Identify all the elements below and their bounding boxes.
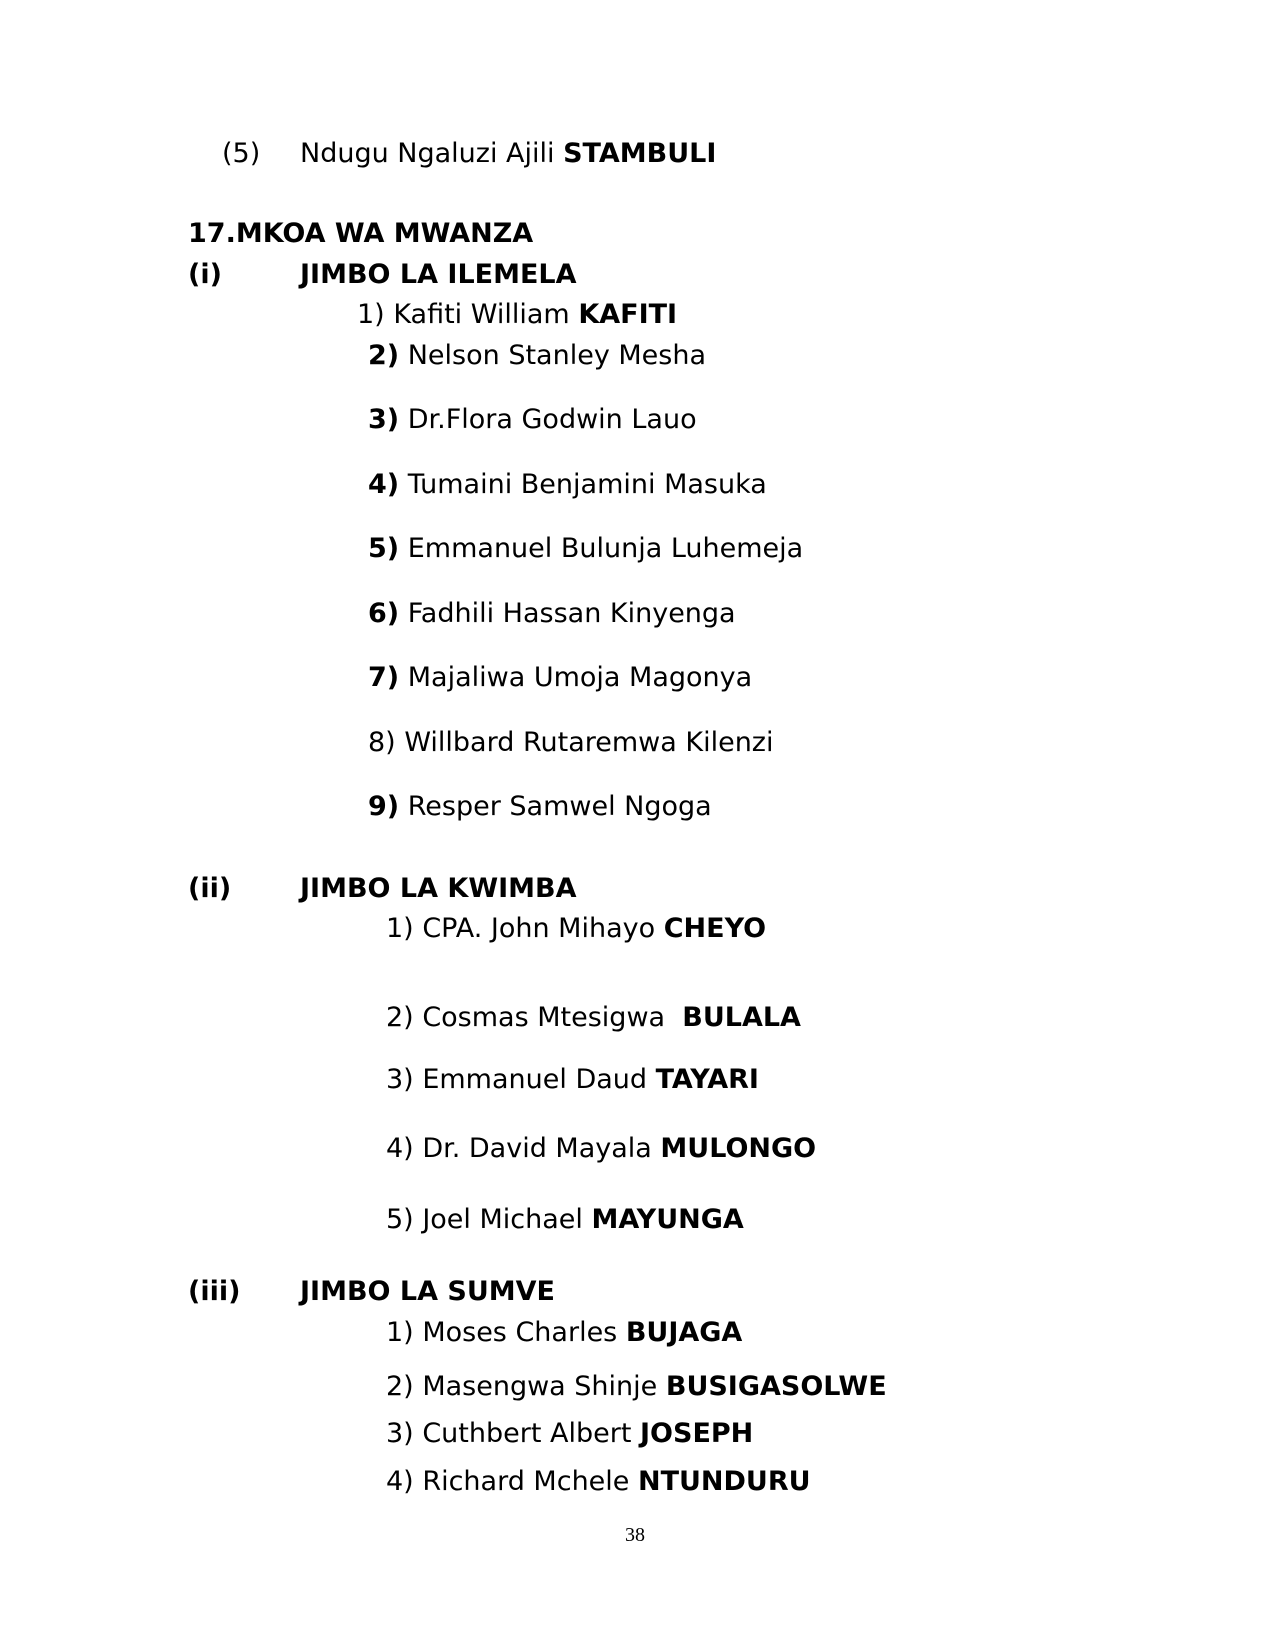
person-name: Dr. David Mayala (422, 1133, 661, 1164)
list-item (368, 598, 736, 630)
constituency-number: (ii) (188, 873, 232, 904)
item-number: 2) (368, 340, 400, 371)
person-name: Moses Charles (422, 1317, 626, 1348)
person-name: Masengwa Shinje (422, 1371, 666, 1402)
person-surname: NTUNDURU (637, 1466, 811, 1497)
list-item (368, 469, 767, 501)
item-number: 4) (368, 469, 400, 500)
person-name: Cosmas Mtesigwa (422, 1002, 683, 1033)
item-number: 5) (386, 1204, 414, 1235)
person-surname: TAYARI (655, 1064, 759, 1095)
list-item (386, 1133, 816, 1165)
person-name: Cuthbert Albert (422, 1418, 640, 1449)
list-item (386, 1466, 811, 1498)
list-item (386, 1002, 801, 1034)
person-surname: STAMBULI (563, 138, 717, 169)
item-number: 3) (368, 404, 400, 435)
list-item (386, 1371, 887, 1403)
item-number: 4) (386, 1466, 414, 1497)
list-item (357, 299, 677, 331)
list-item (386, 1064, 759, 1096)
list-item (386, 1204, 744, 1236)
item-number: 9) (368, 791, 400, 822)
person-name: Dr.Flora Godwin Lauo (407, 404, 697, 435)
item-number: 4) (386, 1133, 414, 1164)
page-number: 38 (625, 1524, 645, 1546)
list-item (368, 727, 773, 759)
person-name: Tumaini Benjamini Masuka (407, 469, 767, 500)
item-number: 3) (386, 1418, 414, 1449)
person-surname: MULONGO (660, 1133, 817, 1164)
person-name: Emmanuel Bulunja Luhemeja (407, 533, 804, 564)
constituency-heading: JIMBO LA SUMVE (300, 1276, 555, 1307)
person-name: Resper Samwel Ngoga (407, 791, 712, 822)
list-item (368, 662, 752, 694)
constituency-heading: JIMBO LA ILEMELA (300, 259, 577, 290)
person-name: Emmanuel Daud (422, 1064, 656, 1095)
item-number: 3) (386, 1064, 414, 1095)
list-item (300, 138, 716, 170)
list-item (368, 791, 712, 823)
item-number: 2) (386, 1002, 414, 1033)
region-heading: 17.MKOA WA MWANZA (188, 218, 534, 249)
list-item (386, 913, 766, 945)
constituency-number: (iii) (188, 1276, 241, 1307)
person-surname: JOSEPH (640, 1418, 754, 1449)
person-surname: BUJAGA (625, 1317, 743, 1348)
person-name: Fadhili Hassan Kinyenga (407, 598, 736, 629)
list-item (368, 340, 706, 372)
item-number: 7) (368, 662, 400, 693)
person-name: Kafiti William (393, 299, 579, 330)
list-item (386, 1317, 742, 1349)
item-number: 8) (368, 727, 396, 758)
list-item (386, 1418, 753, 1450)
person-name: Willbard Rutaremwa Kilenzi (404, 727, 774, 758)
person-surname: BUSIGASOLWE (665, 1371, 887, 1402)
item-number: 2) (386, 1371, 414, 1402)
person-name: Majaliwa Umoja Magonya (407, 662, 753, 693)
person-name: Nelson Stanley Mesha (407, 340, 707, 371)
person-surname: BULALA (682, 1002, 801, 1033)
item-number: 1) (357, 299, 385, 330)
item-number: 6) (368, 598, 400, 629)
person-surname: MAYUNGA (591, 1204, 744, 1235)
constituency-heading: JIMBO LA KWIMBA (300, 873, 577, 904)
person-surname: CHEYO (663, 913, 767, 944)
item-number: 5) (368, 533, 400, 564)
list-item-number: (5) (222, 138, 261, 169)
item-number: 1) (386, 1317, 414, 1348)
person-name: CPA. John Mihayo (422, 913, 664, 944)
person-surname: KAFITI (578, 299, 678, 330)
list-item (368, 533, 803, 565)
person-name: Richard Mchele (422, 1466, 638, 1497)
person-name: Ndugu Ngaluzi Ajili (300, 138, 564, 169)
constituency-number: (i) (188, 259, 222, 290)
list-item (368, 404, 697, 436)
item-number: 1) (386, 913, 414, 944)
person-name: Joel Michael (422, 1204, 592, 1235)
